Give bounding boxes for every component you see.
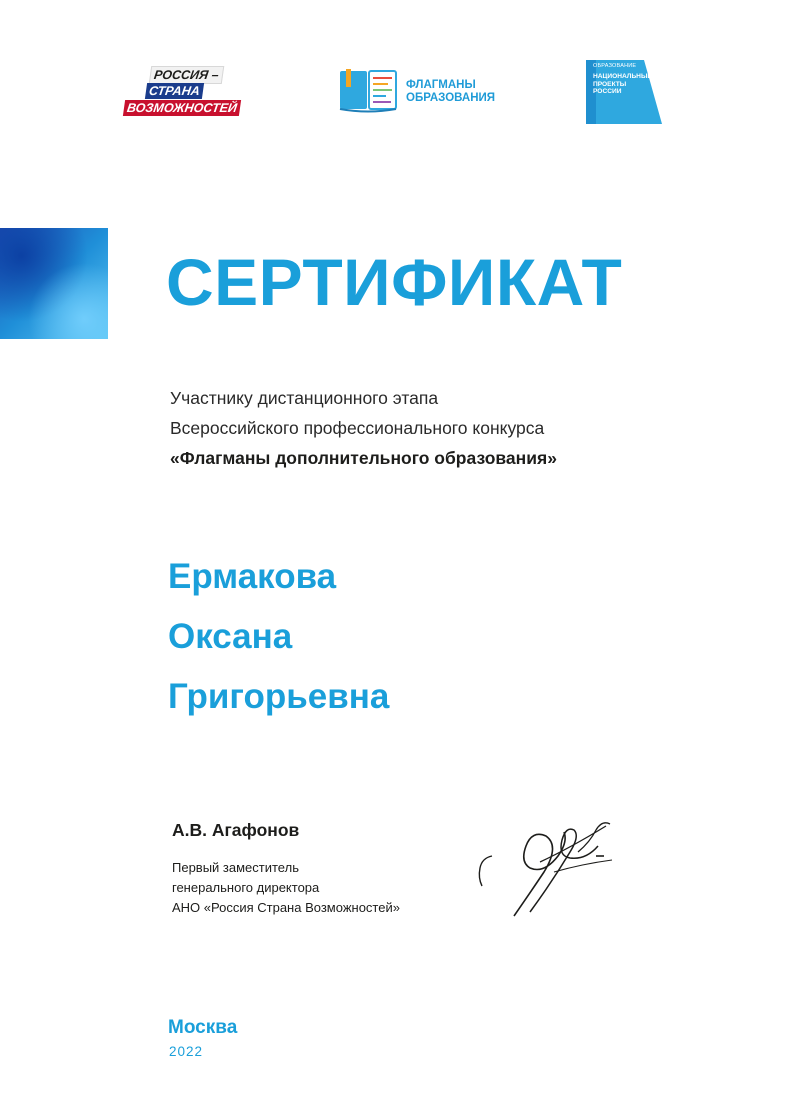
rsv-logo-line1: РОССИЯ – [149,66,224,84]
recipient-first-name: Оксана [168,617,293,656]
certificate-title: СЕРТИФИКАТ [166,245,623,319]
recipient-name [168,547,389,727]
decorative-gradient-square [0,228,108,339]
rsv-logo-line2: СТРАНА [145,83,204,99]
national-projects-logo [584,60,664,126]
national-projects-line3: РОССИИ [593,88,622,96]
rsv-logo-line3: ВОЗМОЖНОСТЕЙ [123,100,241,116]
flagmany-logo-line1: ФЛАГМАНЫ [406,79,476,91]
flagmany-logo [338,68,518,114]
city: Москва [168,1017,238,1038]
national-projects-line1: НАЦИОНАЛЬНЫЕ [593,73,652,80]
national-projects-text [593,73,652,96]
national-projects-small: ОБРАЗОВАНИЕ [593,63,637,69]
signer-position [172,858,400,918]
rsv-logo [123,66,249,118]
year: 2022 [169,1044,204,1059]
national-projects-line2: ПРОЕКТЫ [593,80,627,88]
recipient-surname: Ермакова [168,557,337,596]
signer-name: А.В. Агафонов [172,820,300,840]
book-icon [338,68,400,114]
description-line1: Участнику дистанционного этапа [170,388,439,408]
signature-image [470,812,630,922]
contest-name: «Флагманы дополнительного образования» [170,448,557,468]
flagmany-logo-text [406,79,495,105]
signer-position-line3: АНО «Россия Страна Возможностей» [172,900,400,915]
description-line2: Всероссийского профессионального конкурса [170,418,545,438]
flagmany-logo-line2: ОБРАЗОВАНИЯ [406,92,496,104]
certificate-description [170,383,557,473]
recipient-patronymic: Григорьевна [168,677,390,716]
signer-position-line2: генерального директора [172,880,320,895]
signer-position-line1: Первый заместитель [172,860,299,875]
